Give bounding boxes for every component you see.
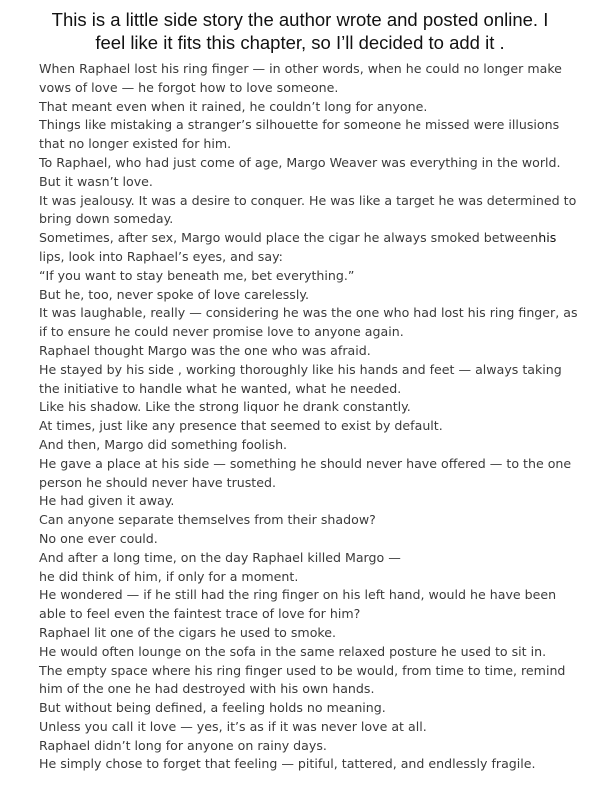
story-line-text: Sometimes, after sex, Margo would place the cigar he always smoked between <box>39 230 539 246</box>
story-line: able to feel even the faintest trace of love for him? <box>39 606 361 622</box>
story-line: No one ever could. <box>39 530 158 546</box>
story-line: It was laughable, really — considering he was the one who had lost his ring finger, as <box>39 305 578 321</box>
story-line: And after a long time, on the day Raphael killed Margo — <box>39 549 401 565</box>
header-line-2: feel like it fits this chapter, so I’ll decided to add it . <box>95 32 505 53</box>
story-line: Like his shadow. Like the strong liquor he drank constantly. <box>39 399 411 415</box>
story-line: Raphael didn’t long for anyone on rainy days. <box>39 737 327 753</box>
story-line: He wondered — if he still had the ring finger on his left hand, would he have been <box>39 587 557 603</box>
header-line-1: This is a little side story the author wrote and posted online. I <box>51 9 549 30</box>
story-line: vows of love — he forgot how to love someone. <box>39 79 339 95</box>
story-line: At times, just like any presence that seemed to exist by default. <box>39 418 443 434</box>
story-line: the initiative to handle what he wanted, what he needed. <box>39 380 402 396</box>
story-line: It was jealousy. It was a desire to conquer. He was like a target he was determined to <box>39 192 577 208</box>
story-line: But it wasn’t love. <box>39 173 153 189</box>
story-line: That meant even when it rained, he couldn’t long for anyone. <box>39 98 428 114</box>
inserted-word: his <box>538 230 557 246</box>
story-body <box>39 60 587 774</box>
story-line: that no longer existed for him. <box>39 136 232 152</box>
story-line: And then, Margo did something foolish. <box>39 436 288 452</box>
story-line: The empty space where his ring finger used to be would, from time to time, remind <box>39 662 566 678</box>
story-line: When Raphael lost his ring finger — in other words, when he could no longer make <box>39 61 562 76</box>
story-line: Unless you call it love — yes, it’s as if it was never love at all. <box>39 718 427 734</box>
story-line: if to ensure he could never promise love to anyone again. <box>39 324 404 340</box>
story-line: bring down someday. <box>39 211 174 227</box>
story-line: But without being defined, a feeling holds no meaning. <box>39 700 386 716</box>
story-line: him of the one he had destroyed with his own hands. <box>39 681 375 697</box>
story-line: He would often lounge on the sofa in the same relaxed posture he used to sit in. <box>39 643 547 659</box>
story-line: He stayed by his side , working thoroughly like his hands and feet — always taking <box>39 361 562 377</box>
story-line: lips, look into Raphael’s eyes, and say: <box>39 248 283 264</box>
story-line: Things like mistaking a stranger’s silhouette for someone he missed were illusions <box>39 117 560 133</box>
story-line-with-insert <box>39 229 587 248</box>
story-line: he did think of him, if only for a moment. <box>39 568 299 584</box>
story-line: He gave a place at his side — something he should never have offered — to the one <box>39 455 572 471</box>
story-line: “If you want to stay beneath me, bet everything.” <box>39 267 355 283</box>
translator-note-header <box>10 8 590 54</box>
story-line: But he, too, never spoke of love carelessly. <box>39 286 309 302</box>
story-line: He had given it away. <box>39 493 175 509</box>
story-line: He simply chose to forget that feeling — pitiful, tattered, and endlessly fragile. <box>39 756 536 772</box>
story-line: person he should never have trusted. <box>39 474 276 490</box>
story-line: Raphael thought Margo was the one who was afraid. <box>39 342 371 358</box>
story-line: To Raphael, who had just come of age, Margo Weaver was everything in the world. <box>39 154 561 170</box>
story-line: Raphael lit one of the cigars he used to smoke. <box>39 624 336 640</box>
story-line: Can anyone separate themselves from their shadow? <box>39 512 376 528</box>
